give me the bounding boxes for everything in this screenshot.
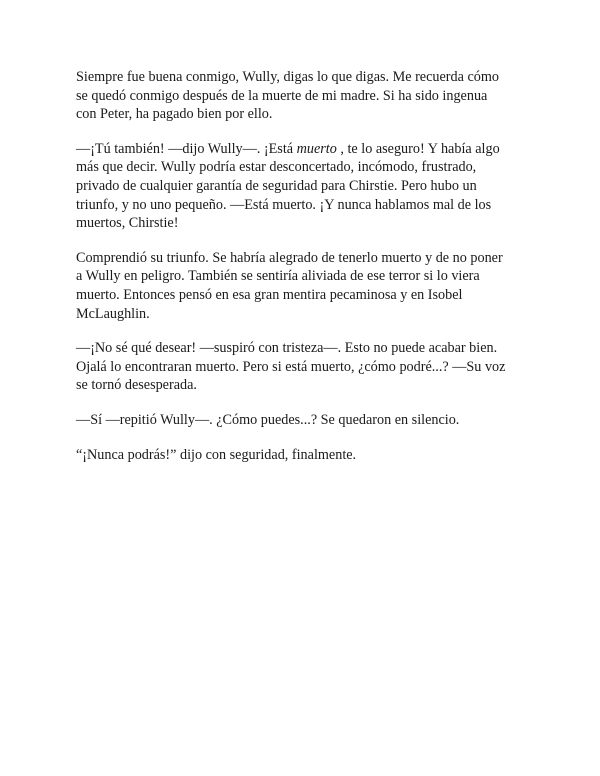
- paragraph: [76, 68, 536, 124]
- text-line: —¡Tú también! —dijo Wully—. ¡Está muerto , te lo aseguro! Y había algo: [76, 140, 500, 157]
- text-line: muerto. Entonces pensó en esa gran mentira pecaminosa y en Isobel: [76, 286, 463, 303]
- text-line: privado de cualquier garantía de seguridad para Chirstie. Pero hubo un: [76, 177, 477, 194]
- text-line: más que decir. Wully podría estar desconcertado, incómodo, frustrado,: [76, 159, 477, 176]
- paragraph: [76, 249, 536, 323]
- text-line: Siempre fue buena conmigo, Wully, digas lo que digas. Me recuerda cómo: [76, 69, 499, 85]
- text-line: triunfo, y no uno pequeño. —Está muerto. ¡Y nunca hablamos mal de los: [76, 196, 492, 213]
- text-line: a Wully en peligro. También se sentiría aliviada de ese terror si lo viera: [76, 268, 480, 285]
- paragraph: [76, 339, 536, 395]
- italic-word: muerto: [296, 140, 337, 157]
- text-line: —Sí —repitió Wully—. ¿Cómo puedes...? Se quedaron en silencio.: [76, 411, 460, 428]
- text-line: McLaughlin.: [76, 305, 150, 322]
- text-line: se quedó conmigo después de la muerte de mi madre. Si ha sido ingenua: [76, 87, 488, 104]
- text-line: —¡No sé qué desear! —suspiró con tristeza—. Esto no puede acabar bien.: [76, 340, 498, 357]
- text-line: muertos, Chirstie!: [76, 215, 179, 232]
- text-line: Ojalá lo encontraran muerto. Pero si está muerto, ¿cómo podré...? —Su voz: [76, 358, 506, 375]
- document-body: [76, 68, 536, 480]
- text-line: con Peter, ha pagado bien por ello.: [76, 106, 273, 123]
- paragraph: [76, 411, 536, 430]
- paragraph: [76, 140, 536, 233]
- text-line: “¡Nunca podrás!” dijo con seguridad, finalmente.: [76, 446, 357, 463]
- paragraph: [76, 446, 536, 465]
- text-line: se tornó desesperada.: [76, 377, 197, 394]
- text-line: Comprendió su triunfo. Se habría alegrado de tenerlo muerto y de no poner: [76, 249, 503, 266]
